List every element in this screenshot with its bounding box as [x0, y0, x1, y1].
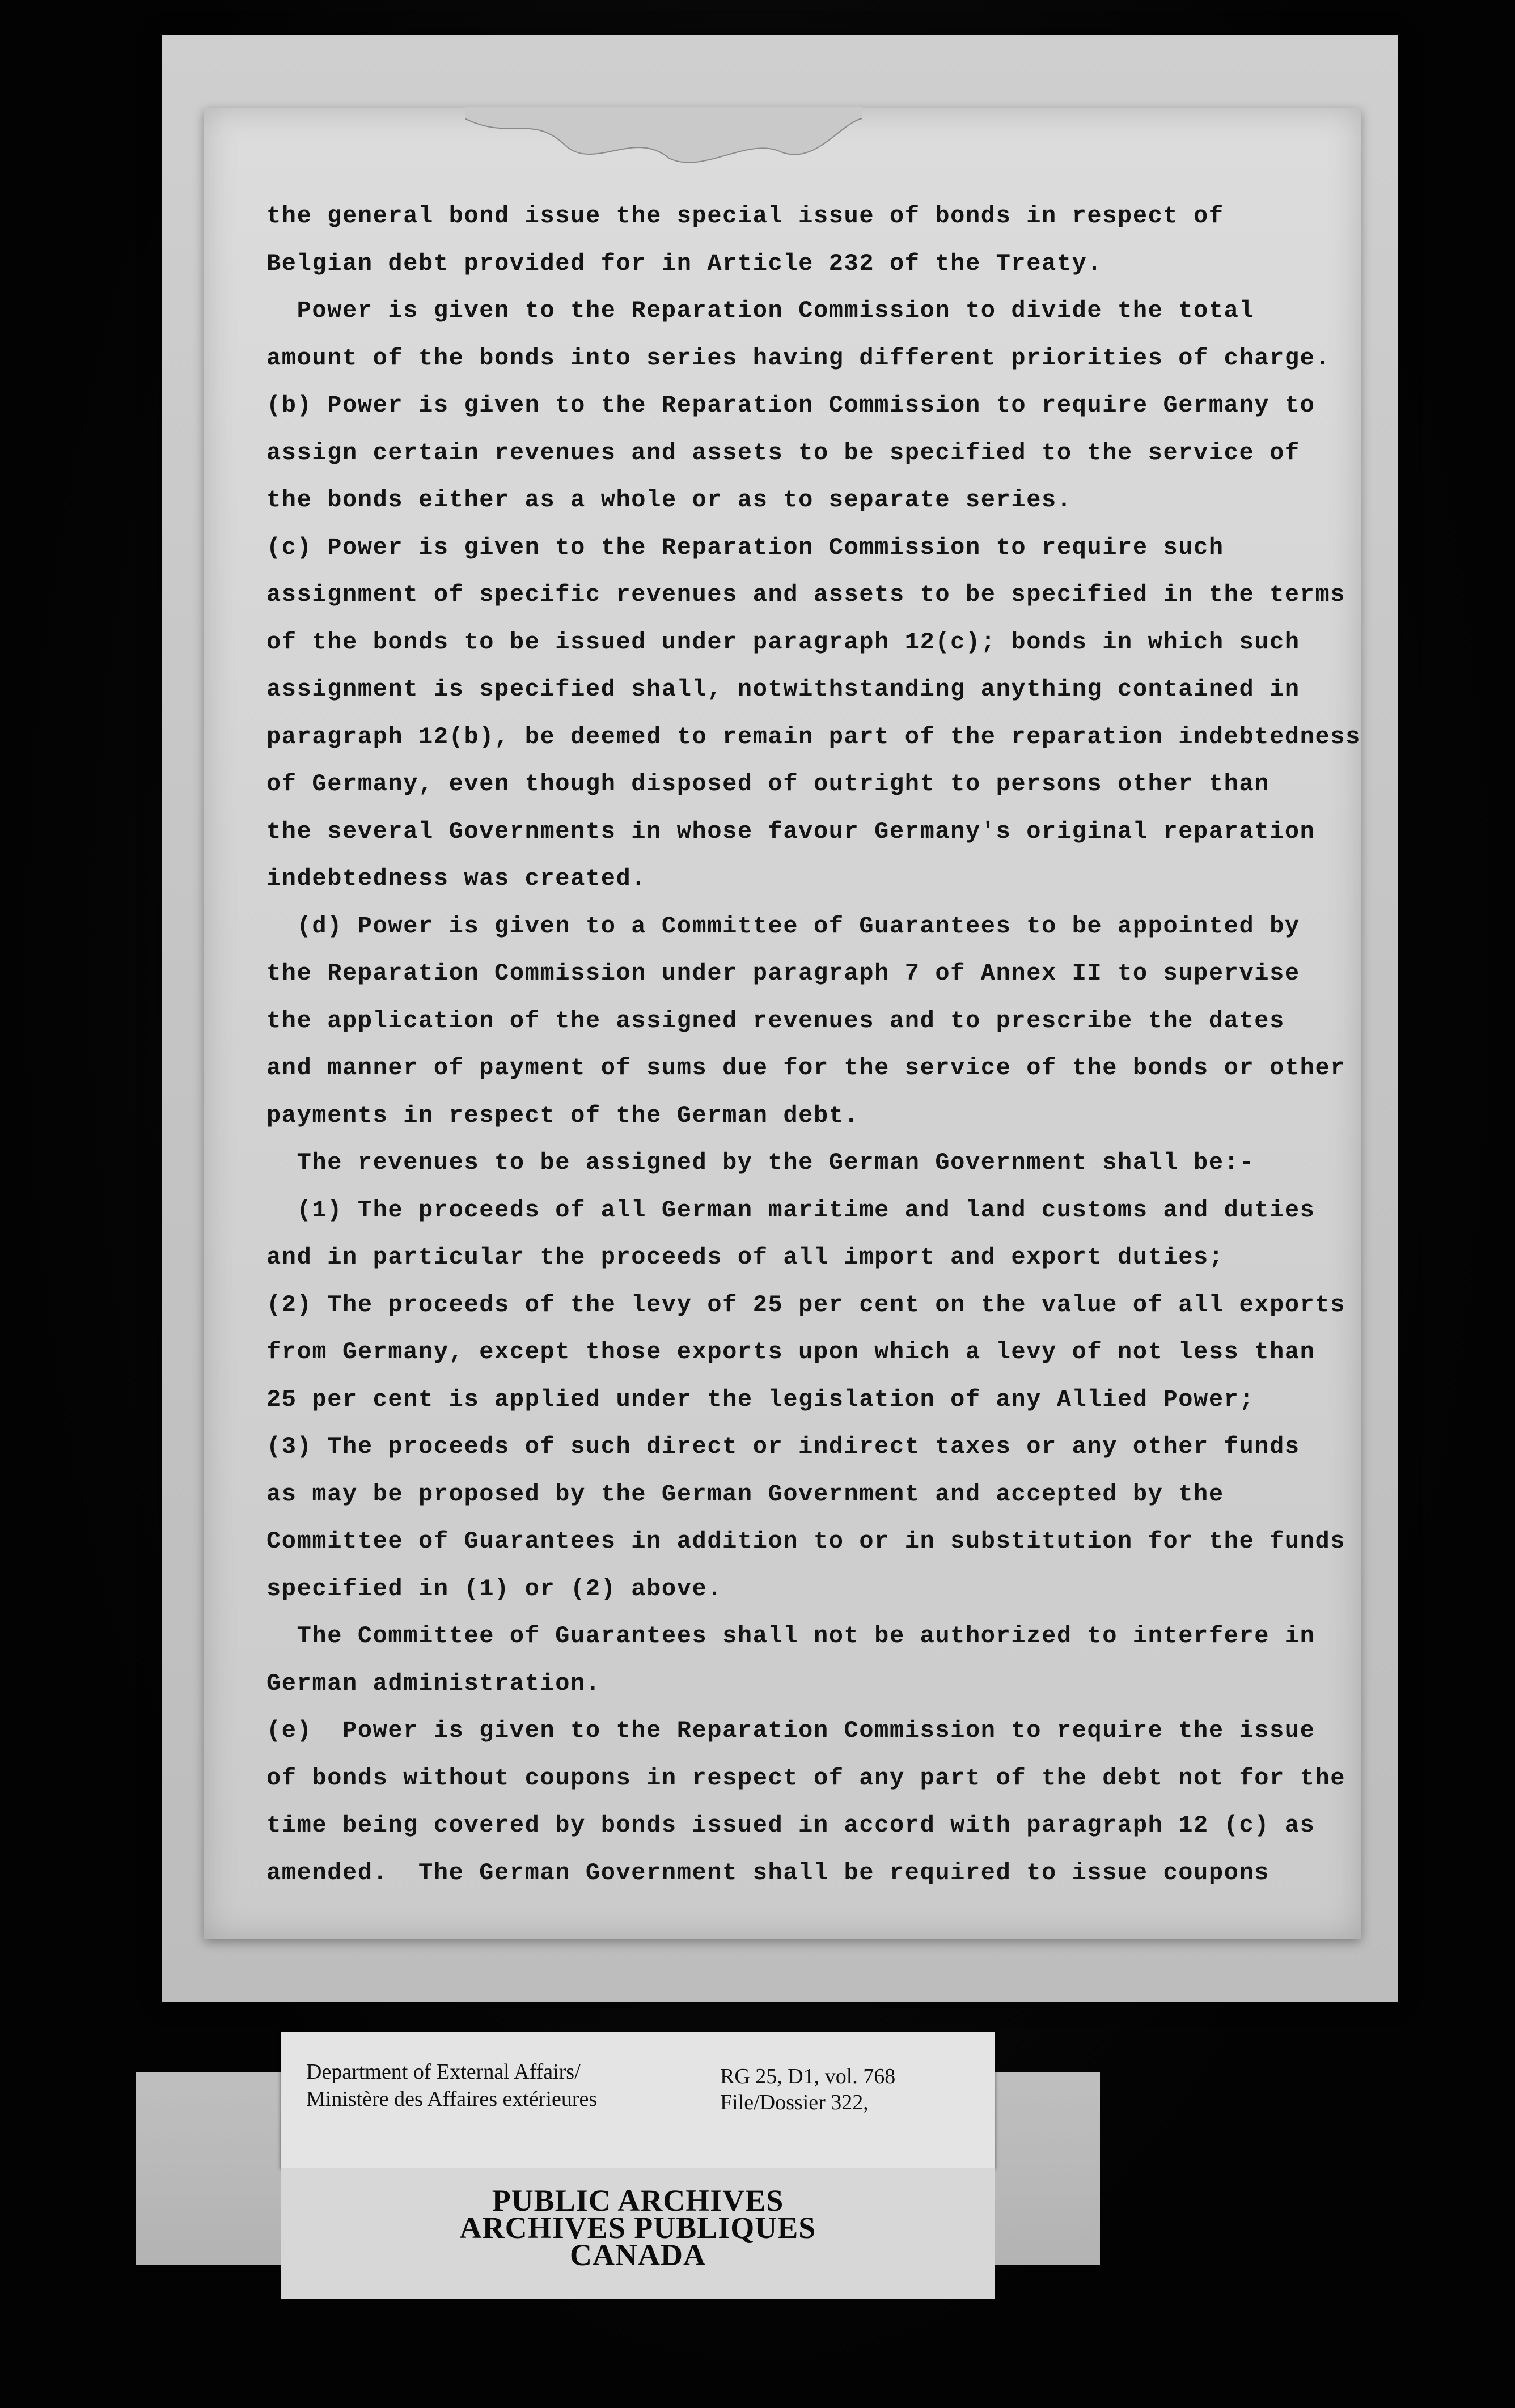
- text-line: (1) The proceeds of all German maritime and land customs and duties: [266, 1196, 1315, 1224]
- text-line: (b) Power is given to the Reparation Commission to require Germany to: [266, 392, 1315, 419]
- text-line: and manner of payment of sums due for the service of the bonds or other: [266, 1054, 1346, 1082]
- text-line: 25 per cent is applied under the legislation of any Allied Power;: [266, 1385, 1255, 1413]
- department-name-fr: Ministère des Affaires extérieures: [306, 2087, 598, 2111]
- typed-text-body: [266, 193, 1361, 1897]
- text-line: amended. The German Government shall be required to issue coupons: [266, 1859, 1270, 1886]
- department-name-en: Department of External Affairs/: [306, 2060, 581, 2084]
- text-line: and in particular the proceeds of all import and export duties;: [266, 1244, 1224, 1271]
- text-line: of Germany, even though disposed of outright to persons other than: [266, 770, 1270, 798]
- text-line: the bonds either as a whole or as to separate series.: [266, 486, 1072, 514]
- text-line: The Committee of Guarantees shall not be authorized to interfere in: [266, 1622, 1315, 1650]
- text-line: the application of the assigned revenues and to prescribe the dates: [266, 1007, 1285, 1035]
- text-line: (e) Power is given to the Reparation Commission to require the issue: [266, 1717, 1315, 1744]
- stamp-line-archives-publiques: ARCHIVES PUBLIQUES: [459, 2211, 816, 2245]
- text-line: (2) The proceeds of the levy of 25 per cent on the value of all exports: [266, 1291, 1346, 1319]
- stamp-line-canada: CANADA: [570, 2238, 706, 2272]
- text-line: the Reparation Commission under paragraph 7 of Annex II to supervise: [266, 960, 1300, 987]
- text-line: (3) The proceeds of such direct or indirect taxes or any other funds: [266, 1433, 1300, 1460]
- text-line: assignment is specified shall, notwithstanding anything contained in: [266, 676, 1300, 703]
- text-line: specified in (1) or (2) above.: [266, 1575, 723, 1602]
- text-line: of bonds without coupons in respect of any part of the debt not for the: [266, 1764, 1346, 1792]
- text-line: paragraph 12(b), be deemed to remain part of the reparation indebtedness: [266, 723, 1361, 751]
- text-line: (d) Power is given to a Committee of Guarantees to be appointed by: [266, 912, 1300, 940]
- text-line: German administration.: [266, 1669, 601, 1697]
- text-line: Belgian debt provided for in Article 232 of the Treaty.: [266, 249, 1103, 277]
- record-group-reference: RG 25, D1, vol. 768: [720, 2064, 896, 2088]
- stamp-line-public-archives: PUBLIC ARCHIVES: [492, 2184, 784, 2218]
- text-line: the general bond issue the special issue of bonds in respect of: [266, 202, 1224, 230]
- text-line: Power is given to the Reparation Commission to divide the total: [266, 297, 1255, 324]
- text-line: time being covered by bonds issued in accord with paragraph 12 (c) as: [266, 1812, 1315, 1839]
- text-line: indebtedness was created.: [266, 865, 647, 892]
- text-line: from Germany, except those exports upon which a levy of not less than: [266, 1338, 1315, 1366]
- text-line: assignment of specific revenues and assets to be specified in the terms: [266, 581, 1346, 608]
- text-line: Committee of Guarantees in addition to or in substitution for the funds: [266, 1528, 1346, 1555]
- text-line: (c) Power is given to the Reparation Commission to require such: [266, 533, 1224, 561]
- archive-reference-label: [281, 2032, 995, 2168]
- text-line: as may be proposed by the German Government and accepted by the: [266, 1480, 1224, 1508]
- file-dossier-reference: File/Dossier 322,: [720, 2091, 869, 2114]
- torn-edge: [465, 107, 862, 175]
- text-line: the several Governments in whose favour Germany's original reparation: [266, 817, 1315, 845]
- archives-stamp: [281, 2168, 995, 2299]
- text-line: of the bonds to be issued under paragraph 12(c); bonds in which such: [266, 628, 1300, 656]
- text-line: payments in respect of the German debt.: [266, 1101, 860, 1129]
- text-line: amount of the bonds into series having different priorities of charge.: [266, 344, 1331, 372]
- text-line: assign certain revenues and assets to be specified to the service of: [266, 439, 1300, 467]
- text-line: The revenues to be assigned by the German Government shall be:-: [266, 1149, 1255, 1176]
